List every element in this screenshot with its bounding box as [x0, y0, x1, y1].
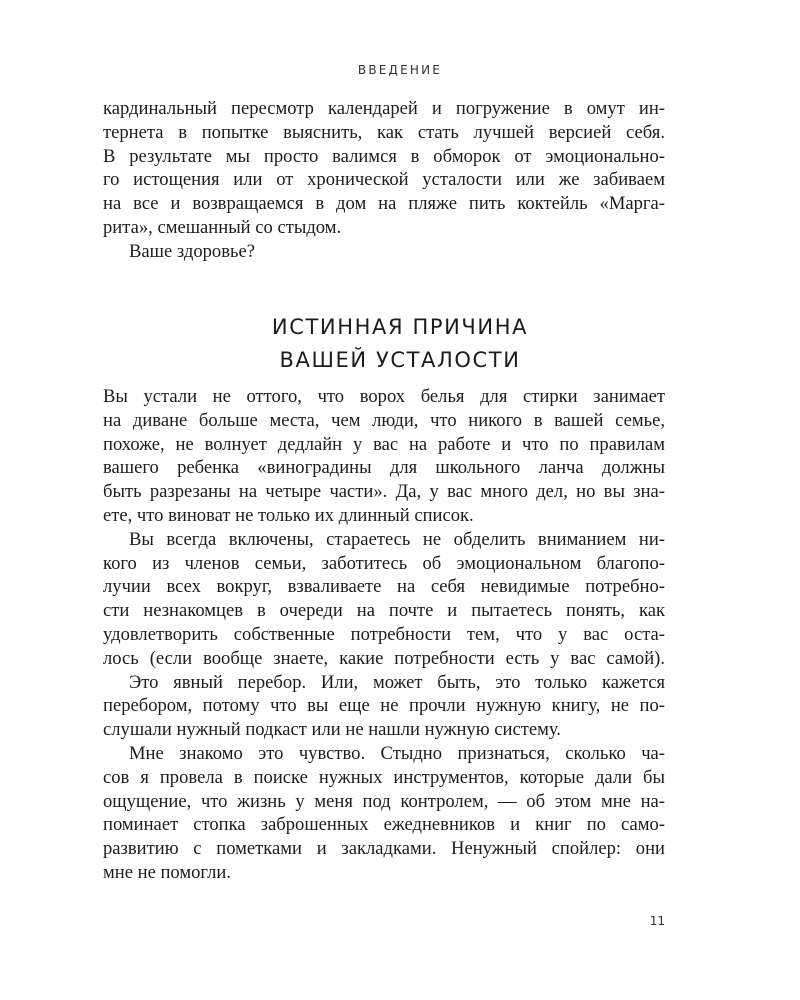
text-line: на диване больше места, чем люди, что никого в вашей семье, — [103, 409, 665, 431]
text-line: го истощения или от хронической усталости или же забиваем — [103, 169, 665, 191]
text-line: сти незнакомцев в очереди на почте и пытаетесь понять, как — [103, 600, 665, 622]
text-line: рита», смешанный со стыдом. — [103, 216, 342, 238]
intro-question: Ваше здоровье? — [129, 240, 255, 262]
text-line: Это явный перебор. Или, может быть, это только кажется — [129, 671, 665, 693]
text-line: тернета в попытке выяснить, как стать лучшей версией себя. — [103, 121, 665, 143]
intro-paragraph — [103, 97, 665, 264]
running-head: ВВЕДЕНИЕ — [357, 63, 443, 77]
paragraph-3 — [103, 671, 665, 742]
paragraph-1 — [103, 385, 665, 528]
text-line: поминает стопка заброшенных ежедневников и книг по само- — [103, 814, 665, 836]
text-line: удовлетворить собственные потребности тем, что у вас оста- — [103, 623, 665, 645]
page-number: 11 — [649, 914, 665, 928]
text-line: Вы всегда включены, стараетесь не обделить вниманием ни- — [129, 528, 665, 550]
text-line: В результате мы просто валимся в обморок от эмоционально- — [103, 145, 665, 167]
text-line: вашего ребенка «виноградины для школьного ланча должны — [103, 457, 665, 479]
text-line: мне не помогли. — [103, 861, 231, 883]
text-line: Вы устали не оттого, что ворох белья для стирки занимает — [103, 386, 665, 407]
text-line: развитию с пометками и закладками. Ненужный спойлер: они — [103, 838, 665, 860]
text-line: ете, что виноват не только их длинный список. — [103, 504, 474, 526]
text-line: лось (если вообще знаете, какие потребности есть у вас самой). — [103, 647, 665, 669]
text-line: на все и возвращаемся в дом на пляже пить коктейль «Марга- — [103, 193, 665, 215]
text-line: слушали нужный подкаст или не нашли нужную систему. — [103, 719, 561, 741]
text-line: кого из членов семьи, заботитесь об эмоциональном благопо- — [103, 552, 665, 574]
text-line: быть разрезаны на четыре части». Да, у вас много дел, но вы зна- — [103, 481, 665, 503]
text-line: кардинальный пересмотр календарей и погружение в омут ин- — [103, 98, 665, 119]
text-line: ощущение, что жизнь у меня под контролем, — об этом мне на- — [103, 790, 665, 812]
text-line: перебором, потому что вы еще не прочли нужную книгу, не по- — [103, 695, 665, 717]
paragraph-2 — [103, 528, 665, 671]
section-heading-line-1: ИСТИННАЯ ПРИЧИНА — [271, 315, 529, 339]
paragraph-4 — [103, 742, 665, 885]
section-heading-line-2: ВАШЕЙ УСТАЛОСТИ — [279, 348, 521, 372]
text-line: похоже, не волнует дедлайн у вас на работе и что по правилам — [103, 433, 665, 455]
text-line: Мне знакомо это чувство. Стыдно признаться, сколько ча- — [129, 742, 665, 764]
text-line: лучии всех вокруг, взваливаете на себя невидимые потребно- — [103, 576, 665, 598]
text-line: сов я провела в поиске нужных инструментов, которые дали бы — [103, 766, 665, 788]
section-heading — [0, 311, 800, 377]
body-text — [103, 385, 665, 885]
